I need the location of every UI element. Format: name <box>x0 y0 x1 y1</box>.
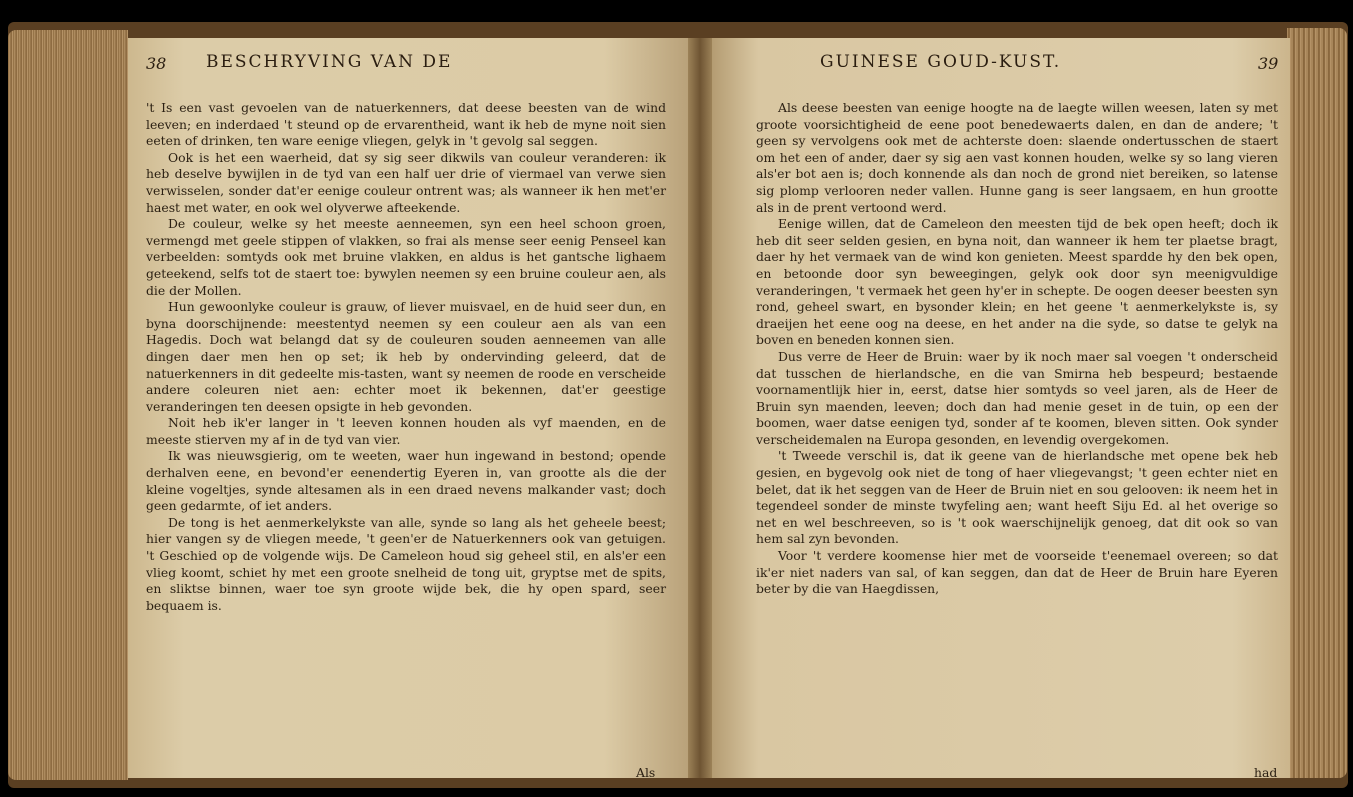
paragraph: 't Is een vast gevoelen van de natuerkenners, dat deese beesten van de wind leeven; en inderdaed 't steund op de ervarentheid, want ik heb de myne noit sien eeten of drinken, ten ware eenige vliegen, gelyk in 't gevolg sal seggen. <box>146 100 666 149</box>
left-page-text <box>146 100 666 614</box>
paragraph: 't Tweede verschil is, dat ik geene van de hierlandsche met opene bek heb gesien, en bygevolg ook niet de tong of haer vliegevangst; 't geen echter niet en belet, dat ik het seggen van de Heer de Bruin niet en sou gelooven: ik neem het in tegendeel sonder de minste twyfeling aen; want heeft Siju Ed. al het overige so net en wel beschreeven, so is 't ook waerschijnelijk genoeg, dat dit ook so van hem sal zyn bevonden. <box>756 448 1278 547</box>
right-page-number: 39 <box>1258 54 1279 73</box>
paragraph: Als deese beesten van eenige hoogte na de laegte willen weesen, laten sy met groote voorsichtigheid de eene poot benedewaerts dalen, en dan de andere; 't geen sy vervolgens ook met de achterste doen: slaende ondertusschen de staert om het een of ander, daer sy sig aen vast konnen houden, welke sy so lang vieren als'er bot aen is; doch konnende als dan noch de grond niet bereiken, so latense sig plomp verlooren neder vallen. Hunne gang is seer langsaem, en hun grootte als in de prent vertoond werd. <box>756 100 1278 215</box>
left-catchword: Als <box>636 765 656 780</box>
left-page-number: 38 <box>146 54 167 73</box>
paragraph: Eenige willen, dat de Cameleon den meesten tijd de bek open heeft; doch ik heb dit seer selden gesien, en byna noit, dan wanneer ik hem ter plaetse bragt, daer hy het vermaek van de wind kon genieten. Meest spardde hy den bek open, en betoonde door syn beweegingen, gelyk ook door syn meenigvuldige veranderingen, 't vermaek het geen hy'er in schepte. De oogen deeser beesten syn rond, geheel swart, en bysonder klein; en het geene 't aenmerkelykste is, sy draeijen het eene oog na deese, en het ander na die syde, so datse te gelyk na boven en beneden konnen sien. <box>756 216 1278 348</box>
paragraph: De couleur, welke sy het meeste aenneemen, syn een heel schoon groen, vermengd met geele stippen of vlakken, so frai als mense seer eenig Penseel kan verbeelden: somtyds ook met bruine vlakken, en aldus is het gantsche lighaem geteekend, selfs tot de staert toe: bywylen neemen sy een bruine couleur aen, als die der Mollen. <box>146 216 666 298</box>
right-running-header: GUINESE GOUD-KUST. <box>820 52 1062 72</box>
paragraph: Hun gewoonlyke couleur is grauw, of liever muisvael, en de huid seer dun, en byna doorschijnende: meestentyd neemen sy een couleur aen als van een Hagedis. Doch wat belangd dat sy de couleuren souden aenneemen van alle dingen daer men hen op set; ik heb by ondervinding geleerd, dat de natuerkenners in dit gedeelte mis-tasten, want sy neemen de roode en verscheide andere coleuren niet aen: echter moet ik bekennen, dat'er geestige veranderingen ten deesen opsigte in heb gevonden. <box>146 299 666 414</box>
left-page-edges <box>8 30 128 780</box>
book-gutter <box>688 38 712 778</box>
paragraph: Voor 't verdere koomense hier met de voorseide t'eenemael overeen; so dat ik'er niet naders van sal, of kan seggen, dan dat de Heer de Bruin hare Eyeren beter by die van Haegdissen, <box>756 548 1278 597</box>
paragraph: Dus verre de Heer de Bruin: waer by ik noch maer sal voegen 't onderscheid dat tusschen de hierlandsche, en die van Smirna heb bespeurd; bestaende voornamentlijk hier in, eerst, datse hier somtyds so veel jaren, als de Heer de Bruin syn maenden, leeven; doch dan had menie geset in de tuin, op een der boomen, waer datse eenigen tyd, sonder af te koomen, bleven sitten. Ook synder verscheidemalen na Europa gesonden, en levendig overgekomen. <box>756 348 1278 447</box>
paragraph: Ik was nieuwsgierig, om te weeten, waer hun ingewand in bestond; opende derhalven eene, en bevond'er eenendertig Eyeren in, van grootte als die der kleine vogeltjes, synde altesamen als in een draed nevens malkander vast; doch geen gedarmte, of iet anders. <box>146 448 666 514</box>
paragraph: Ook is het een waerheid, dat sy sig seer dikwils van couleur veranderen: ik heb deselve bywijlen in de tyd van een half uer drie of viermael van verwe sien verwisselen, sonder dat'er eenige couleur ontrent was; als wanneer ik hen met'er haest met water, en ook wel olyverwe afteekende. <box>146 149 666 215</box>
right-catchword: had <box>1254 765 1278 780</box>
paragraph: De tong is het aenmerkelykste van alle, synde so lang als het geheele beest; hier vangen sy de vliegen meede, 't geen'er de Natuerkenners ook van getuigen. 't Geschied op de volgende wijs. De Cameleon houd sig geheel stil, en als'er een vlieg koomt, schiet hy met een groote snelheid de tong uit, gryptse met de spits, en sliktse binnen, waer toe syn groote wijde bek, die hy open spard, seer bequaem is. <box>146 514 666 613</box>
left-running-header: BESCHRYVING VAN DE <box>206 52 453 72</box>
paragraph: Noit heb ik'er langer in 't leeven konnen houden als vyf maenden, en de meeste stierven my af in de tyd van vier. <box>146 415 666 447</box>
right-page-text <box>756 100 1278 598</box>
right-page-edges <box>1287 28 1347 778</box>
